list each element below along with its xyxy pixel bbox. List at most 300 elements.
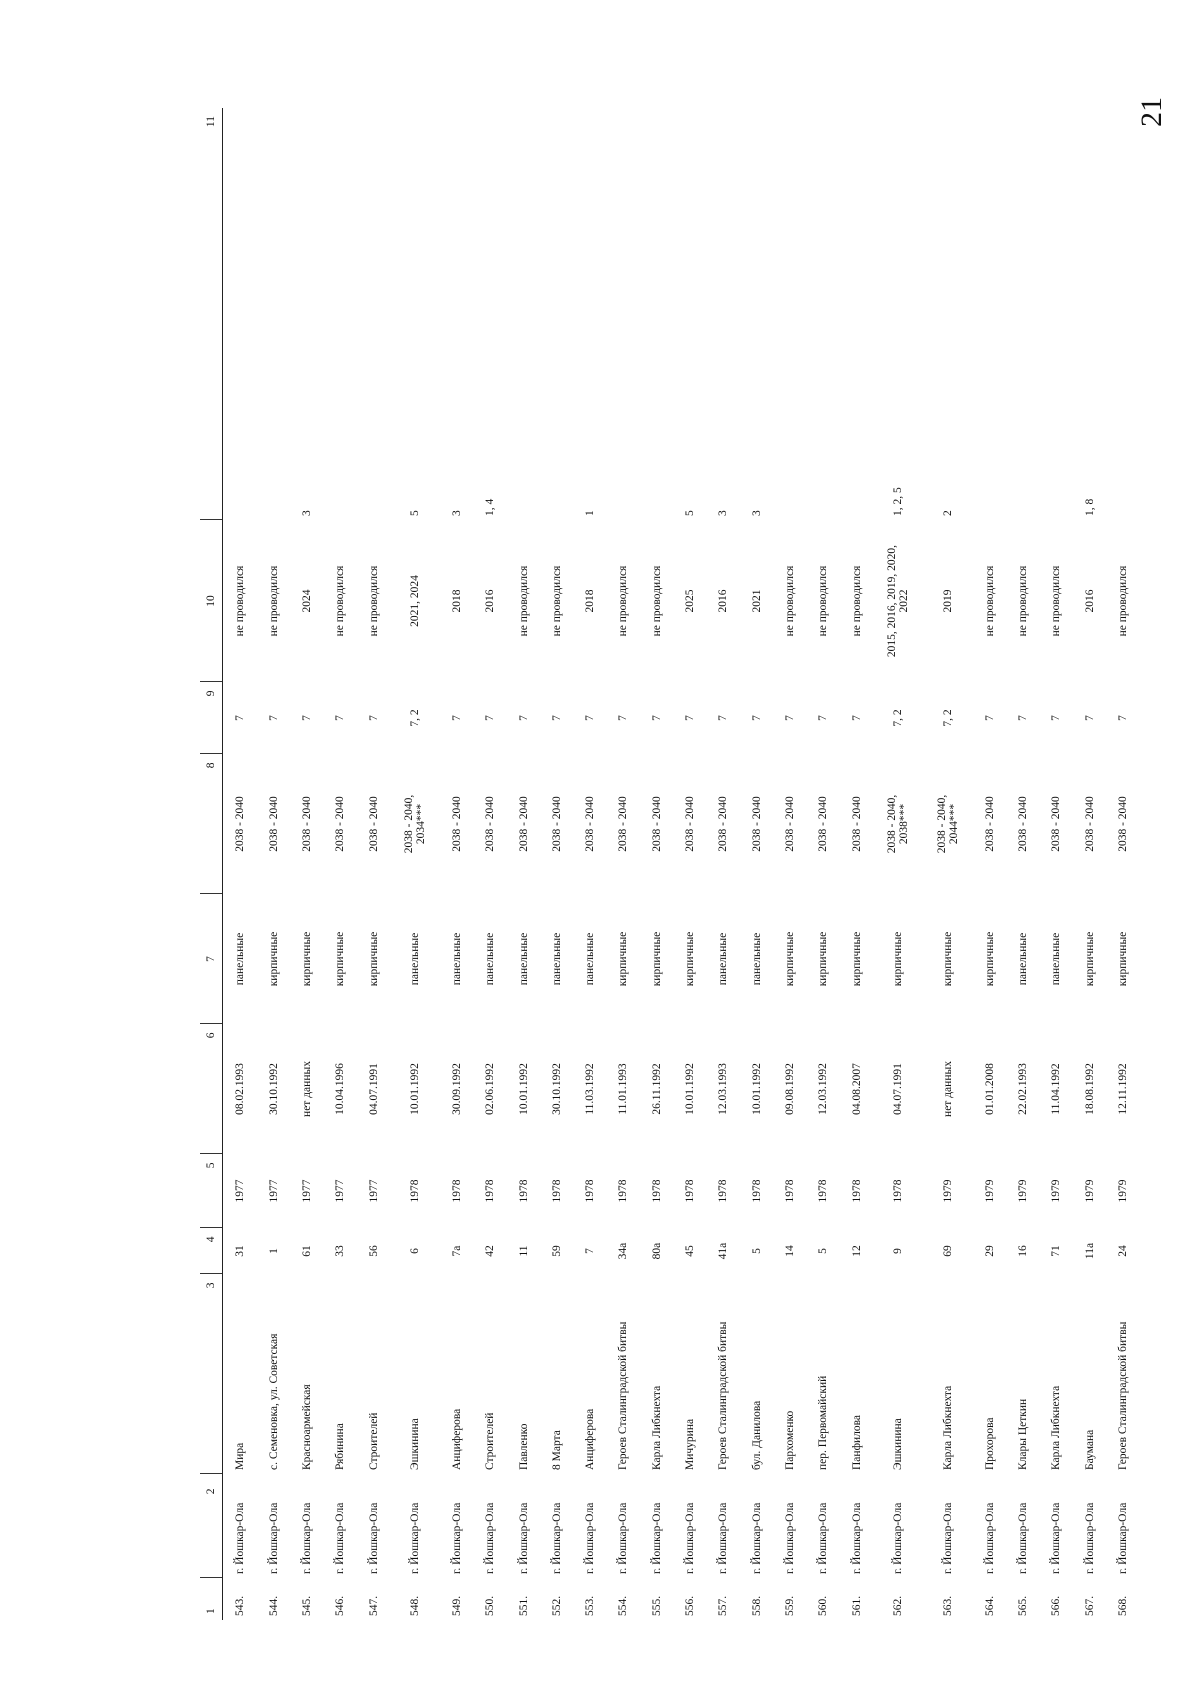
construction-year-cell: 1978: [650, 1179, 663, 1203]
row-number-cell: 551.: [517, 1595, 530, 1616]
last-repair-cell: не проводился: [1050, 565, 1063, 637]
notes-cell: [773, 108, 806, 520]
construction-year-cell: 1978: [617, 1179, 630, 1203]
work-type-cell: 7: [983, 715, 996, 721]
house-number-cell: 12: [850, 1245, 863, 1257]
street-cell: Анциферова: [584, 1408, 597, 1470]
wall-material-cell: панельные: [717, 932, 730, 986]
wall-material-cell: панельные: [1017, 932, 1030, 986]
row-number-cell: 561.: [850, 1595, 863, 1616]
wall-material-cell: панельные: [1050, 932, 1063, 986]
column-header: 3: [200, 1274, 223, 1474]
date-cell: 10.01.1992: [684, 1063, 697, 1115]
city-cell: г. Йошкар-Ола: [409, 1502, 422, 1574]
date-cell: 12.11.1992: [1117, 1063, 1130, 1115]
date-cell: 04.07.1991: [892, 1063, 905, 1115]
planned-period-cell: 2038 - 2040: [267, 796, 280, 852]
street-cell: Мичурина: [684, 1418, 697, 1470]
table-row: [223, 108, 258, 1620]
row-number-cell: 552.: [550, 1595, 563, 1616]
column-header: 6: [200, 1024, 223, 1154]
notes-cell: 3: [717, 510, 730, 516]
house-number-cell: 34а: [617, 1242, 630, 1260]
house-number-cell: 41а: [717, 1242, 730, 1260]
table-row: [507, 108, 540, 1620]
row-number-cell: 563.: [942, 1595, 955, 1616]
date-cell: 22.02.1993: [1017, 1063, 1030, 1115]
city-cell: г. Йошкар-Ола: [983, 1502, 996, 1574]
construction-year-cell: 1977: [367, 1179, 380, 1203]
notes-cell: 5: [684, 510, 697, 516]
work-type-cell: 7: [1117, 715, 1130, 721]
street-cell: Павленко: [517, 1423, 530, 1470]
city-cell: г. Йошкар-Ола: [267, 1502, 280, 1574]
last-repair-cell: не проводился: [234, 565, 247, 637]
row-number-cell: 557.: [717, 1595, 730, 1616]
work-type-cell: 7: [1050, 715, 1063, 721]
table-row: [707, 108, 740, 1620]
notes-cell: [324, 108, 357, 520]
column-header: 8: [200, 754, 223, 894]
table-row: [257, 108, 290, 1620]
column-header: 10: [200, 520, 223, 682]
street-cell: Мира: [234, 1442, 247, 1470]
column-header: 5: [200, 1154, 223, 1228]
table-row: [1073, 108, 1106, 1620]
notes-cell: [507, 108, 540, 520]
city-cell: г. Йошкар-Ола: [717, 1502, 730, 1574]
city-cell: г. Йошкар-Ола: [334, 1502, 347, 1574]
construction-year-cell: 1978: [684, 1179, 697, 1203]
last-repair-cell: не проводился: [817, 565, 830, 637]
house-number-cell: 59: [550, 1245, 563, 1257]
street-cell: Панфилова: [850, 1414, 863, 1470]
notes-cell: [357, 108, 390, 520]
house-number-cell: 5: [817, 1248, 830, 1254]
date-cell: 11.04.1992: [1050, 1063, 1063, 1115]
city-cell: г. Йошкар-Ола: [650, 1502, 663, 1574]
notes-cell: 3: [301, 510, 314, 516]
street-cell: Строителей: [367, 1412, 380, 1470]
last-repair-cell: не проводился: [334, 565, 347, 637]
city-cell: г. Йошкар-Ола: [1117, 1502, 1130, 1574]
table-row: [607, 108, 640, 1620]
city-cell: г. Йошкар-Ола: [750, 1502, 763, 1574]
house-number-cell: 42: [484, 1245, 497, 1257]
page-number: 21: [1135, 97, 1168, 127]
row-number-cell: 553.: [584, 1595, 597, 1616]
last-repair-cell: не проводился: [550, 565, 563, 637]
date-cell: 12.03.1992: [817, 1063, 830, 1115]
house-number-cell: 6: [409, 1248, 422, 1254]
construction-year-cell: 1978: [783, 1179, 796, 1203]
work-type-cell: 7: [1017, 715, 1030, 721]
column-number-row: [200, 108, 223, 1620]
construction-year-cell: 1977: [267, 1179, 280, 1203]
planned-period-cell: 2038 - 2040: [367, 796, 380, 852]
row-number-cell: 550.: [484, 1595, 497, 1616]
register-table: [200, 108, 1140, 1620]
row-number-cell: 558.: [750, 1595, 763, 1616]
planned-period-cell: 2038 - 2040: [334, 796, 347, 852]
last-repair-cell: не проводился: [367, 565, 380, 637]
construction-year-cell: 1979: [983, 1179, 996, 1203]
street-cell: бул. Данилова: [750, 1400, 763, 1470]
last-repair-cell: не проводился: [1117, 565, 1130, 637]
notes-cell: 1, 4: [484, 498, 497, 516]
street-cell: Героев Сталинградской битвы: [617, 1321, 630, 1470]
last-repair-cell: 2024: [301, 589, 314, 613]
last-repair-cell: не проводился: [267, 565, 280, 637]
planned-period-cell: 2038 - 2040: [617, 796, 630, 852]
table-row: [290, 108, 323, 1620]
row-number-cell: 543.: [234, 1595, 247, 1616]
last-repair-cell: не проводился: [617, 565, 630, 637]
construction-year-cell: 1977: [301, 1179, 314, 1203]
house-number-cell: 56: [367, 1245, 380, 1257]
column-header: 9: [200, 682, 223, 754]
date-cell: 12.03.1993: [717, 1063, 730, 1115]
work-type-cell: 7: [850, 715, 863, 721]
column-header: 1: [200, 1578, 223, 1620]
street-cell: Рябинина: [334, 1423, 347, 1470]
wall-material-cell: панельные: [750, 932, 763, 986]
construction-year-cell: 1978: [584, 1179, 597, 1203]
house-number-cell: 5: [750, 1248, 763, 1254]
house-number-cell: 16: [1017, 1245, 1030, 1257]
wall-material-cell: кирпичные: [1083, 931, 1096, 987]
wall-material-cell: кирпичные: [334, 931, 347, 987]
planned-period-cell: 2038 - 2040: [301, 796, 314, 852]
house-number-cell: 31: [234, 1245, 247, 1257]
notes-cell: [1040, 108, 1073, 520]
work-type-cell: 7: [717, 715, 730, 721]
table-row: [324, 108, 357, 1620]
construction-year-cell: 1979: [942, 1179, 955, 1203]
work-type-cell: 7: [550, 715, 563, 721]
last-repair-cell: не проводился: [650, 565, 663, 637]
table-row: [740, 108, 773, 1620]
row-number-cell: 549.: [450, 1595, 463, 1616]
row-number-cell: 544.: [267, 1595, 280, 1616]
construction-year-cell: 1978: [817, 1179, 830, 1203]
date-cell: 11.01.1993: [617, 1063, 630, 1115]
date-cell: 11.03.1992: [584, 1063, 597, 1115]
planned-period-cell: 2038 - 2040, 2034***: [403, 794, 428, 854]
construction-year-cell: 1977: [334, 1179, 347, 1203]
wall-material-cell: кирпичные: [367, 931, 380, 987]
house-number-cell: 61: [301, 1245, 314, 1257]
work-type-cell: 7: [584, 715, 597, 721]
wall-material-cell: кирпичные: [942, 931, 955, 987]
house-number-cell: 14: [783, 1245, 796, 1257]
table-row: [773, 108, 806, 1620]
street-cell: Анциферова: [450, 1408, 463, 1470]
table-row: [923, 108, 973, 1620]
construction-year-cell: 1978: [484, 1179, 497, 1203]
planned-period-cell: 2038 - 2040: [584, 796, 597, 852]
date-cell: 01.01.2008: [983, 1063, 996, 1115]
table-row: [840, 108, 873, 1620]
last-repair-cell: 2025: [684, 589, 697, 613]
table-row: [390, 108, 440, 1620]
date-cell: 30.10.1992: [267, 1063, 280, 1115]
date-cell: 08.02.1993: [234, 1063, 247, 1115]
last-repair-cell: не проводился: [1017, 565, 1030, 637]
street-cell: 8 Марта: [550, 1430, 563, 1470]
planned-period-cell: 2038 - 2040: [783, 796, 796, 852]
table-body: [223, 108, 1141, 1620]
street-cell: Строителей: [484, 1412, 497, 1470]
date-cell: нет данных: [942, 1061, 955, 1117]
notes-cell: 1, 2, 5: [892, 487, 905, 516]
work-type-cell: 7: [1083, 715, 1096, 721]
house-number-cell: 69: [942, 1245, 955, 1257]
wall-material-cell: кирпичные: [617, 931, 630, 987]
wall-material-cell: панельные: [484, 932, 497, 986]
wall-material-cell: панельные: [234, 932, 247, 986]
street-cell: Эшкинина: [892, 1418, 905, 1470]
notes-cell: 3: [450, 510, 463, 516]
planned-period-cell: 2038 - 2040, 2044***: [936, 794, 961, 854]
row-number-cell: 568.: [1117, 1595, 1130, 1616]
notes-cell: [840, 108, 873, 520]
table-row: [1106, 108, 1140, 1620]
work-type-cell: 7: [334, 715, 347, 721]
date-cell: 10.01.1992: [750, 1063, 763, 1115]
row-number-cell: 545.: [301, 1595, 314, 1616]
planned-period-cell: 2038 - 2040: [1017, 796, 1030, 852]
notes-cell: 1: [584, 510, 597, 516]
wall-material-cell: панельные: [517, 932, 530, 986]
construction-year-cell: 1978: [850, 1179, 863, 1203]
house-number-cell: 71: [1050, 1245, 1063, 1257]
notes-cell: [807, 108, 840, 520]
date-cell: 10.01.1992: [409, 1063, 422, 1115]
house-number-cell: 80а: [650, 1242, 663, 1260]
last-repair-cell: 2016: [484, 589, 497, 613]
last-repair-cell: 2019: [942, 589, 955, 613]
row-number-cell: 554.: [617, 1595, 630, 1616]
city-cell: г. Йошкар-Ола: [1050, 1502, 1063, 1574]
construction-year-cell: 1977: [234, 1179, 247, 1203]
last-repair-cell: 2015, 2016, 2019, 2020, 2022: [886, 544, 911, 658]
work-type-cell: 7: [234, 715, 247, 721]
row-number-cell: 560.: [817, 1595, 830, 1616]
wall-material-cell: кирпичные: [892, 931, 905, 987]
city-cell: г. Йошкар-Ола: [234, 1502, 247, 1574]
city-cell: г. Йошкар-Ола: [367, 1502, 380, 1574]
date-cell: 30.10.1992: [550, 1063, 563, 1115]
house-number-cell: 7: [584, 1248, 597, 1254]
row-number-cell: 562.: [892, 1595, 905, 1616]
planned-period-cell: 2038 - 2040: [550, 796, 563, 852]
row-number-cell: 565.: [1017, 1595, 1030, 1616]
construction-year-cell: 1979: [1117, 1179, 1130, 1203]
work-type-cell: 7: [484, 715, 497, 721]
date-cell: 30.09.1992: [450, 1063, 463, 1115]
construction-year-cell: 1978: [892, 1179, 905, 1203]
table-row: [807, 108, 840, 1620]
planned-period-cell: 2038 - 2040: [450, 796, 463, 852]
city-cell: г. Йошкар-Ола: [1017, 1502, 1030, 1574]
city-cell: г. Йошкар-Ола: [484, 1502, 497, 1574]
row-number-cell: 564.: [983, 1595, 996, 1616]
house-number-cell: 9: [892, 1248, 905, 1254]
city-cell: г. Йошкар-Ола: [1083, 1502, 1096, 1574]
construction-year-cell: 1979: [1083, 1179, 1096, 1203]
work-type-cell: 7: [817, 715, 830, 721]
date-cell: 10.04.1996: [334, 1063, 347, 1115]
wall-material-cell: кирпичные: [1117, 931, 1130, 987]
date-cell: нет данных: [301, 1061, 314, 1117]
planned-period-cell: 2038 - 2040: [850, 796, 863, 852]
notes-cell: 3: [750, 510, 763, 516]
date-cell: 04.07.1991: [367, 1063, 380, 1115]
row-number-cell: 555.: [650, 1595, 663, 1616]
work-type-cell: 7: [783, 715, 796, 721]
notes-cell: [540, 108, 573, 520]
city-cell: г. Йошкар-Ола: [684, 1502, 697, 1574]
last-repair-cell: не проводился: [850, 565, 863, 637]
city-cell: г. Йошкар-Ола: [617, 1502, 630, 1574]
register-table-container: [200, 108, 1140, 1620]
city-cell: г. Йошкар-Ола: [850, 1502, 863, 1574]
house-number-cell: 7а: [450, 1245, 463, 1257]
planned-period-cell: 2038 - 2040: [684, 796, 697, 852]
work-type-cell: 7, 2: [942, 709, 955, 727]
planned-period-cell: 2038 - 2040: [717, 796, 730, 852]
row-number-cell: 556.: [684, 1595, 697, 1616]
work-type-cell: 7, 2: [892, 709, 905, 727]
street-cell: Эшкинина: [409, 1418, 422, 1470]
work-type-cell: 7: [301, 715, 314, 721]
notes-cell: 5: [409, 510, 422, 516]
work-type-cell: 7, 2: [409, 709, 422, 727]
wall-material-cell: панельные: [450, 932, 463, 986]
last-repair-cell: 2021, 2024: [409, 575, 422, 627]
last-repair-cell: 2021: [750, 589, 763, 613]
street-cell: Пархоменко: [783, 1410, 796, 1470]
planned-period-cell: 2038 - 2040: [1117, 796, 1130, 852]
date-cell: 18.08.1992: [1083, 1063, 1096, 1115]
street-cell: Карла Либкнехта: [942, 1385, 955, 1470]
city-cell: г. Йошкар-Ола: [892, 1502, 905, 1574]
street-cell: Карла Либкнехта: [650, 1385, 663, 1470]
table-row: [873, 108, 923, 1620]
city-cell: г. Йошкар-Ола: [450, 1502, 463, 1574]
street-cell: Клары Цеткин: [1017, 1398, 1030, 1470]
work-type-cell: 7: [367, 715, 380, 721]
work-type-cell: 7: [650, 715, 663, 721]
table-row: [474, 108, 507, 1620]
work-type-cell: 7: [450, 715, 463, 721]
date-cell: 02.06.1992: [484, 1063, 497, 1115]
street-cell: Карла Либкнехта: [1050, 1385, 1063, 1470]
last-repair-cell: не проводился: [983, 565, 996, 637]
wall-material-cell: кирпичные: [850, 931, 863, 987]
row-number-cell: 546.: [334, 1595, 347, 1616]
construction-year-cell: 1978: [409, 1179, 422, 1203]
wall-material-cell: панельные: [550, 932, 563, 986]
work-type-cell: 7: [750, 715, 763, 721]
wall-material-cell: кирпичные: [650, 931, 663, 987]
notes-cell: [973, 108, 1006, 520]
construction-year-cell: 1978: [450, 1179, 463, 1203]
notes-cell: [223, 108, 258, 520]
construction-year-cell: 1978: [550, 1179, 563, 1203]
date-cell: 09.08.1992: [783, 1063, 796, 1115]
last-repair-cell: 2016: [717, 589, 730, 613]
construction-year-cell: 1978: [750, 1179, 763, 1203]
planned-period-cell: 2038 - 2040: [817, 796, 830, 852]
construction-year-cell: 1978: [717, 1179, 730, 1203]
wall-material-cell: кирпичные: [783, 931, 796, 987]
planned-period-cell: 2038 - 2040: [1050, 796, 1063, 852]
table-row: [540, 108, 573, 1620]
wall-material-cell: кирпичные: [983, 931, 996, 987]
construction-year-cell: 1979: [1017, 1179, 1030, 1203]
date-cell: 26.11.1992: [650, 1063, 663, 1115]
city-cell: г. Йошкар-Ола: [550, 1502, 563, 1574]
construction-year-cell: 1978: [517, 1179, 530, 1203]
wall-material-cell: панельные: [409, 932, 422, 986]
table-row: [973, 108, 1006, 1620]
last-repair-cell: 2018: [584, 589, 597, 613]
column-header: 7: [200, 894, 223, 1024]
table-row: [1007, 108, 1040, 1620]
house-number-cell: 45: [684, 1245, 697, 1257]
work-type-cell: 7: [617, 715, 630, 721]
row-number-cell: 559.: [783, 1595, 796, 1616]
planned-period-cell: 2038 - 2040: [517, 796, 530, 852]
table-row: [640, 108, 673, 1620]
notes-cell: [640, 108, 673, 520]
street-cell: Прохорова: [983, 1417, 996, 1470]
city-cell: г. Йошкар-Ола: [301, 1502, 314, 1574]
last-repair-cell: не проводился: [783, 565, 796, 637]
work-type-cell: 7: [517, 715, 530, 721]
street-cell: пер. Первомайский: [817, 1375, 830, 1470]
street-cell: Красноармейская: [301, 1384, 314, 1470]
notes-cell: [1007, 108, 1040, 520]
notes-cell: 2: [942, 510, 955, 516]
table-row: [357, 108, 390, 1620]
notes-cell: [257, 108, 290, 520]
last-repair-cell: не проводился: [517, 565, 530, 637]
planned-period-cell: 2038 - 2040: [484, 796, 497, 852]
house-number-cell: 33: [334, 1245, 347, 1257]
work-type-cell: 7: [684, 715, 697, 721]
planned-period-cell: 2038 - 2040, 2038***: [886, 794, 911, 854]
house-number-cell: 11: [517, 1245, 530, 1257]
street-cell: с. Семеновка, ул. Советская: [267, 1333, 280, 1470]
last-repair-cell: 2016: [1083, 589, 1096, 613]
notes-cell: 1, 8: [1083, 498, 1096, 516]
planned-period-cell: 2038 - 2040: [1083, 796, 1096, 852]
row-number-cell: 567.: [1083, 1595, 1096, 1616]
city-cell: г. Йошкар-Ола: [517, 1502, 530, 1574]
wall-material-cell: кирпичные: [301, 931, 314, 987]
row-number-cell: 566.: [1050, 1595, 1063, 1616]
construction-year-cell: 1979: [1050, 1179, 1063, 1203]
city-cell: г. Йошкар-Ола: [942, 1502, 955, 1574]
house-number-cell: 11а: [1083, 1242, 1096, 1260]
column-header: 4: [200, 1228, 223, 1274]
street-cell: Героев Сталинградской битвы: [1117, 1321, 1130, 1470]
street-cell: Баумана: [1083, 1429, 1096, 1470]
wall-material-cell: кирпичные: [267, 931, 280, 987]
